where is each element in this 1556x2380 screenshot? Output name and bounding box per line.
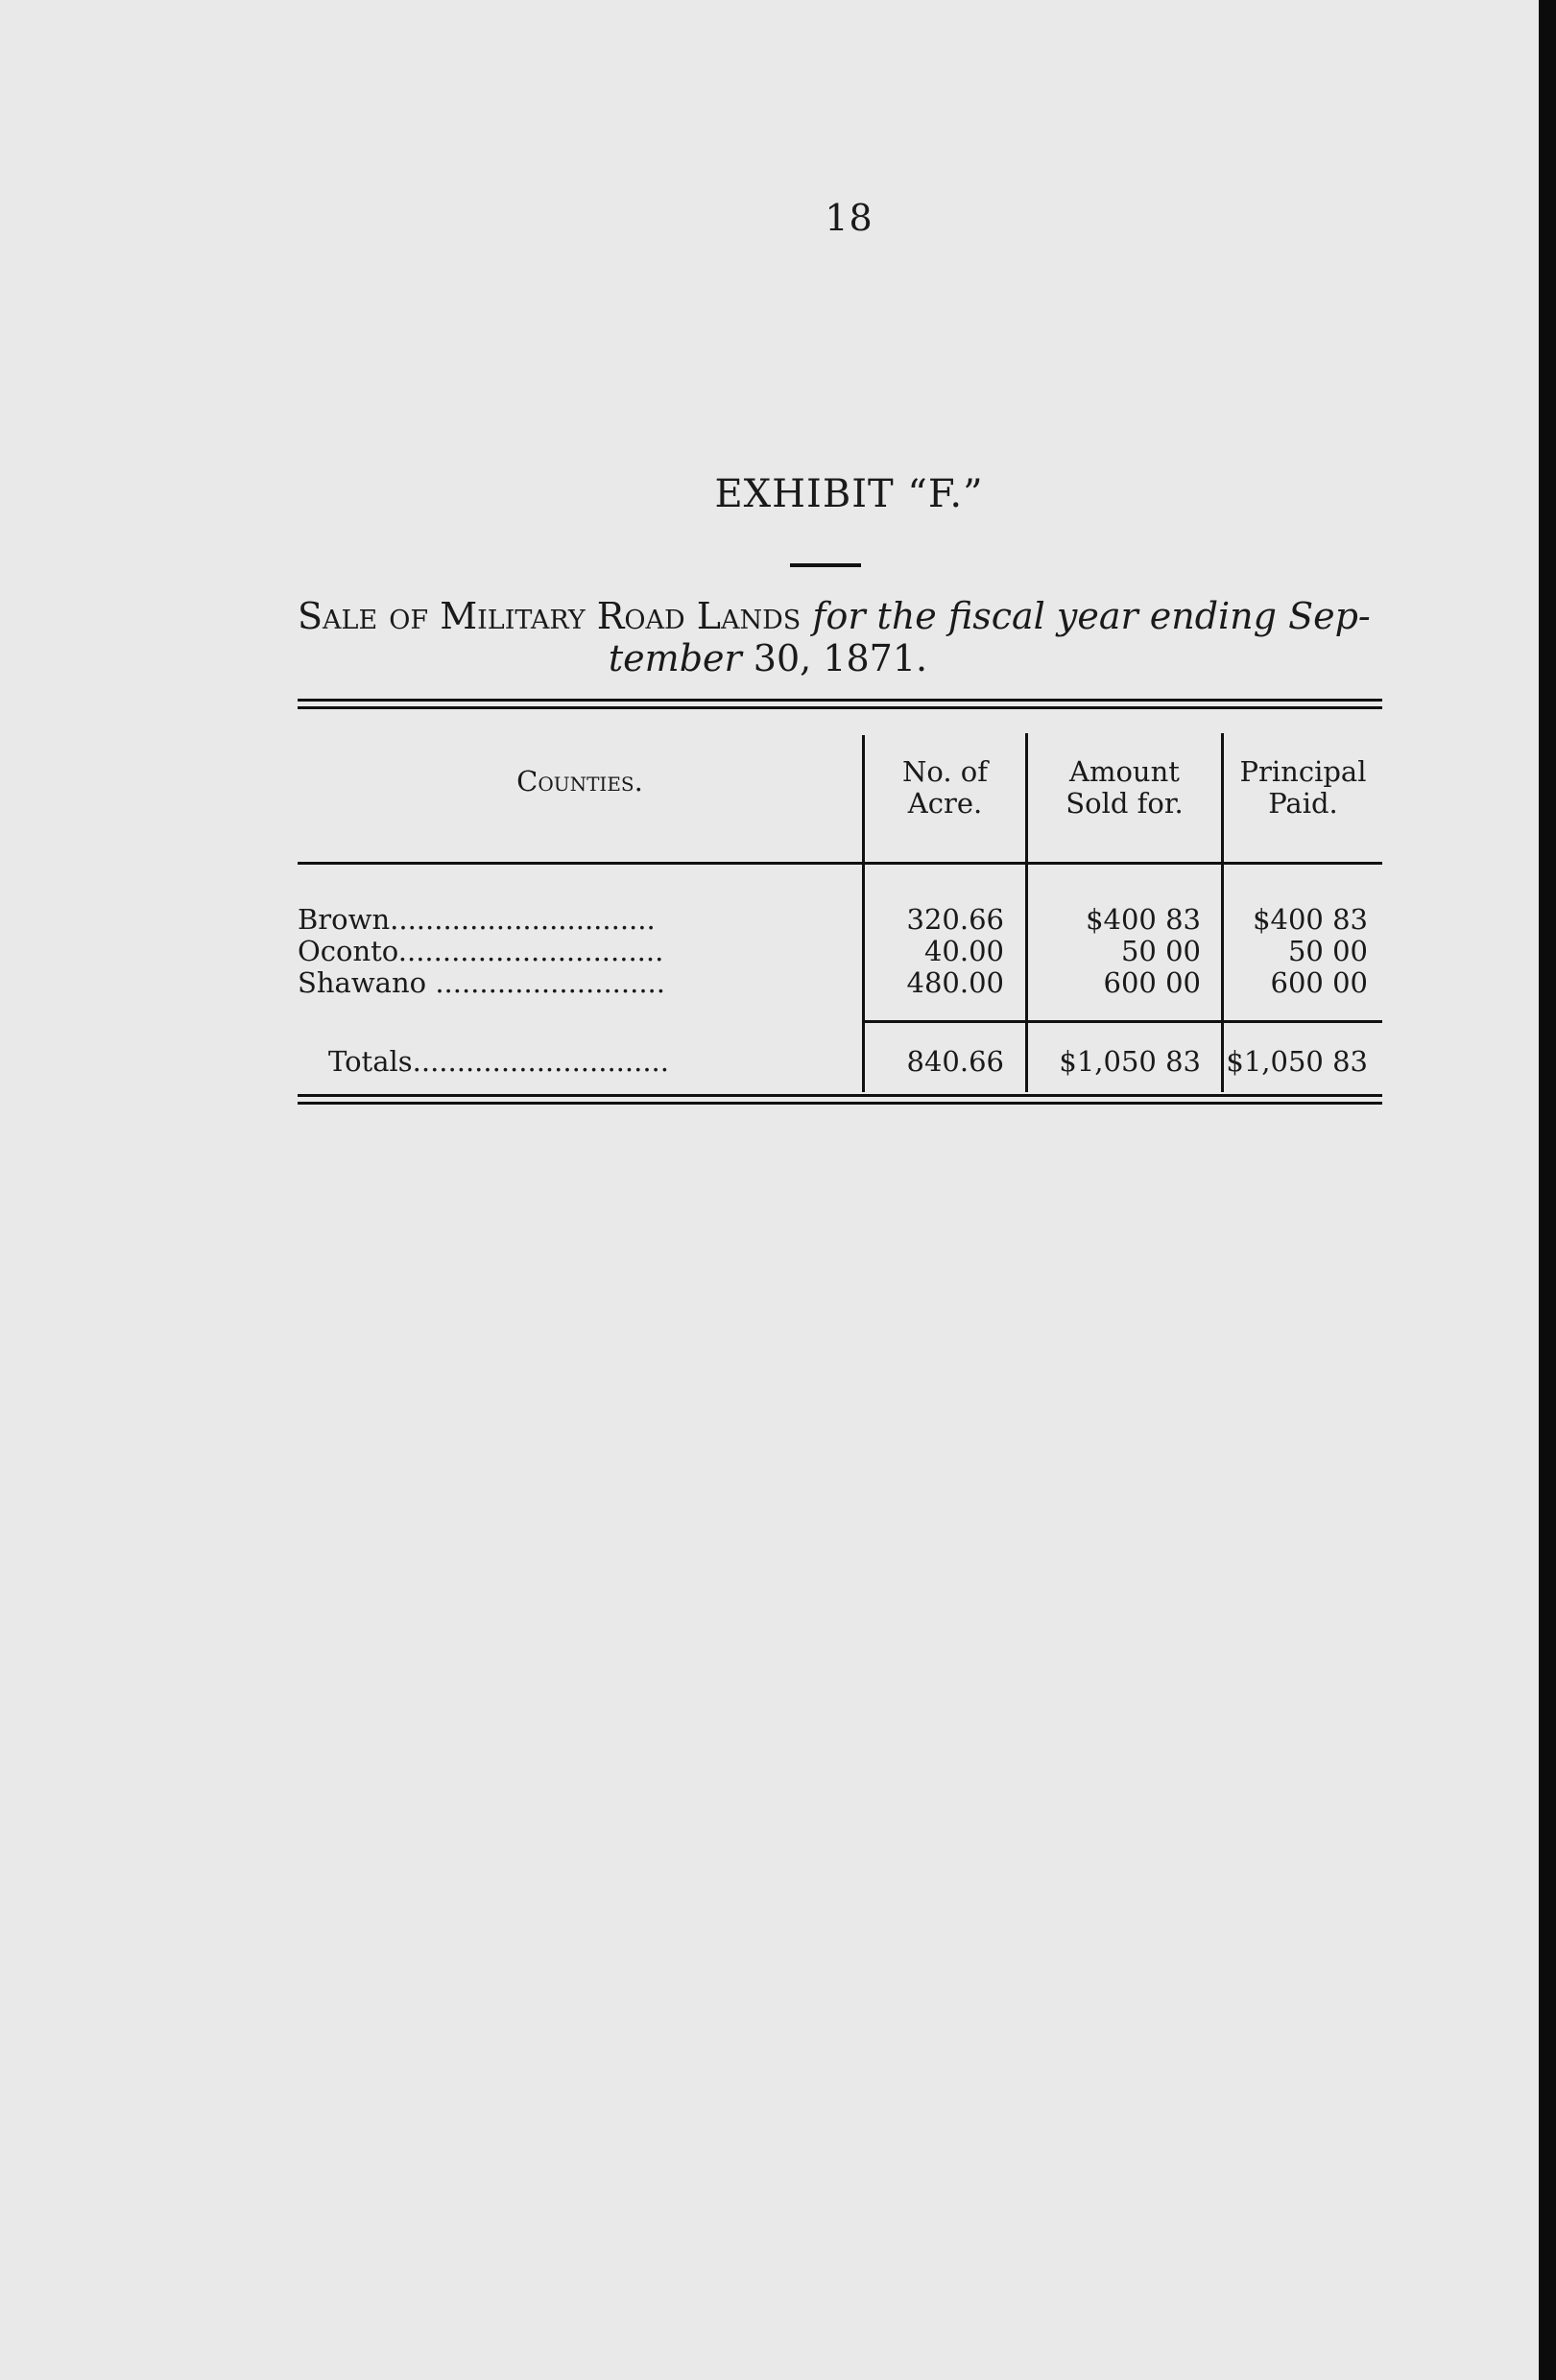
caption-line-1: [298, 595, 1382, 637]
principal-cell: $400 83: [1253, 903, 1368, 936]
totals-principal: $1,050 83: [1226, 1045, 1368, 1078]
header-counties: Counties.: [516, 765, 643, 797]
table-top-rule: [298, 699, 1382, 702]
county-name: Brown: [298, 904, 391, 936]
dot-leader: .............................: [412, 1046, 669, 1078]
caption-italic-continuation: tember: [608, 637, 742, 679]
table-caption: [298, 595, 1382, 679]
header-amount-line1: Amount: [1069, 755, 1180, 788]
title-rule: [790, 563, 861, 567]
exhibit-title: EXHIBIT “F.”: [714, 472, 984, 516]
dot-leader: ..............................: [397, 936, 664, 967]
caption-plain-text: Sale of Military Road Lands: [298, 595, 802, 637]
caption-date: 30, 1871.: [753, 637, 928, 679]
totals-rule: [865, 1020, 1382, 1023]
table-row-brown-county: [298, 904, 854, 936]
principal-cell: 600 00: [1270, 966, 1368, 999]
header-principal-line1: Principal: [1239, 755, 1367, 788]
header-acres-line2: Acre.: [907, 787, 983, 820]
county-name: Oconto: [298, 936, 398, 967]
header-amount-line2: Sold for.: [1065, 787, 1184, 820]
caption-line-2: [298, 637, 1382, 679]
table-row-shawano-county: [298, 967, 854, 999]
acres-cell: 40.00: [923, 935, 1004, 967]
amount-cell: 600 00: [1103, 966, 1201, 999]
totals-row-label: [328, 1046, 854, 1078]
county-name: Shawano: [298, 967, 427, 999]
totals-label: Totals: [328, 1046, 413, 1078]
totals-acres: 840.66: [906, 1045, 1004, 1078]
header-principal-line2: Paid.: [1268, 787, 1338, 820]
table-top-rule-inner: [298, 706, 1382, 709]
caption-italic-text: for the fiscal year ending Sep-: [812, 595, 1371, 637]
principal-cell: 50 00: [1287, 935, 1368, 967]
dot-leader: ..............................: [390, 904, 656, 936]
amount-cell: 50 00: [1120, 935, 1201, 967]
header-acres-line1: No. of: [902, 755, 988, 788]
header-bottom-rule: [298, 862, 1382, 865]
page-number: 18: [825, 197, 874, 239]
amount-cell: $400 83: [1086, 903, 1201, 936]
dot-leader: ..........................: [435, 967, 665, 999]
totals-amount: $1,050 83: [1059, 1045, 1201, 1078]
acres-cell: 320.66: [906, 903, 1004, 936]
page-edge-shadow: [1539, 0, 1556, 2380]
table-bottom-rule: [298, 1094, 1382, 1097]
table-bottom-rule-inner: [298, 1102, 1382, 1105]
sales-table: [298, 699, 1382, 1111]
table-row-oconto-county: [298, 936, 854, 967]
acres-cell: 480.00: [906, 966, 1004, 999]
